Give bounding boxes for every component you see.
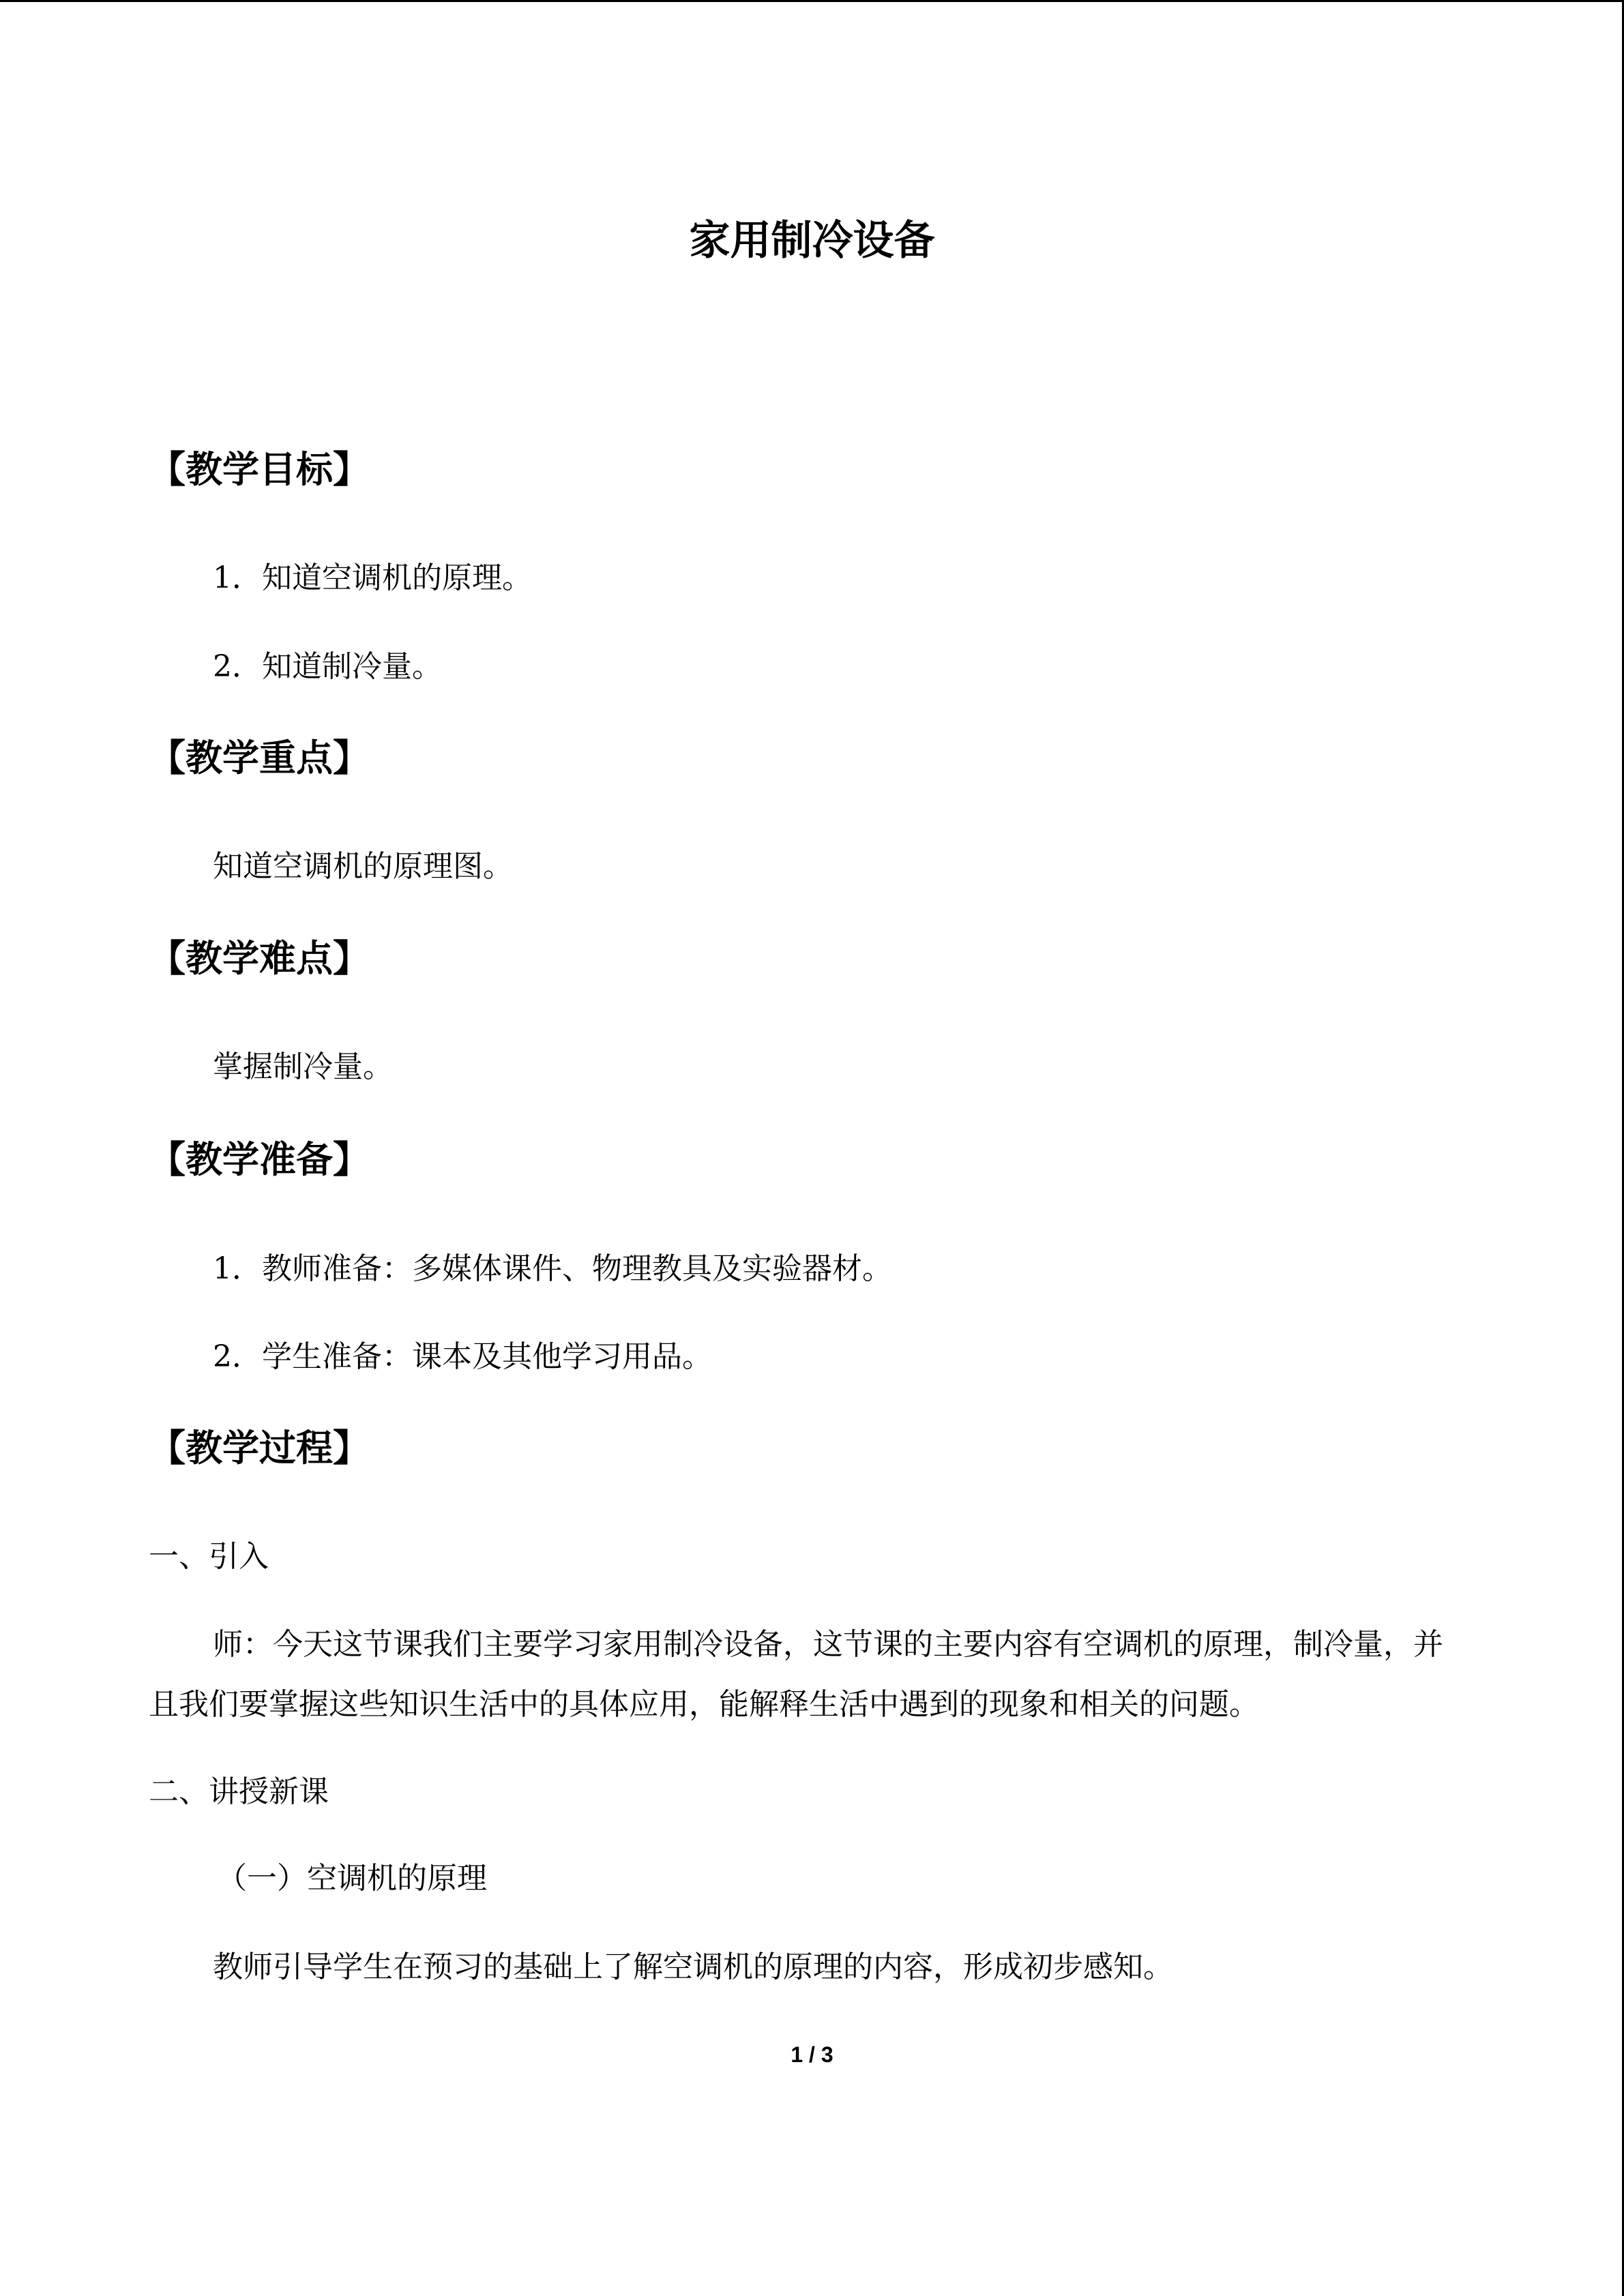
process-sub1-text: 教师引导学生在预习的基础上了解空调机的原理的内容，形成初步感知。 [213,1950,1173,1984]
preparation-item-2: 2．学生准备：课本及其他学习用品。 [213,1339,712,1374]
difficulties-text: 掌握制冷量。 [213,1049,393,1084]
heading-key-points: 【教学重点】 [149,736,370,779]
page-number: 1 / 3 [791,2042,833,2067]
heading-teaching-goals: 【教学目标】 [149,448,370,491]
preparation-item-1: 1．教师准备：多媒体课件、物理教具及实验器材。 [213,1251,892,1286]
key-points-text: 知道空调机的原理图。 [213,849,513,884]
goal-item-1: 1．知道空调机的原理。 [213,561,532,595]
heading-process: 【教学过程】 [149,1427,370,1470]
heading-difficulties: 【教学难点】 [149,937,370,980]
process-sub1-title: （一）空调机的原理 [217,1861,487,1896]
goal-item-2: 2．知道制冷量。 [213,649,442,684]
process-part1-text: 师：今天这节课我们主要学习家用制冷设备，这节课的主要内容有空调机的原理，制冷量，并且我们要掌握这些知识生活中的具体应用，能解释生活中遇到的现象和相关的问题。 [149,1627,1443,1722]
document-title: 家用制冷设备 [689,217,935,265]
process-part2-title: 二、讲授新课 [149,1774,329,1809]
process-part1-title: 一、引入 [149,1539,269,1574]
heading-preparation: 【教学准备】 [149,1138,370,1181]
